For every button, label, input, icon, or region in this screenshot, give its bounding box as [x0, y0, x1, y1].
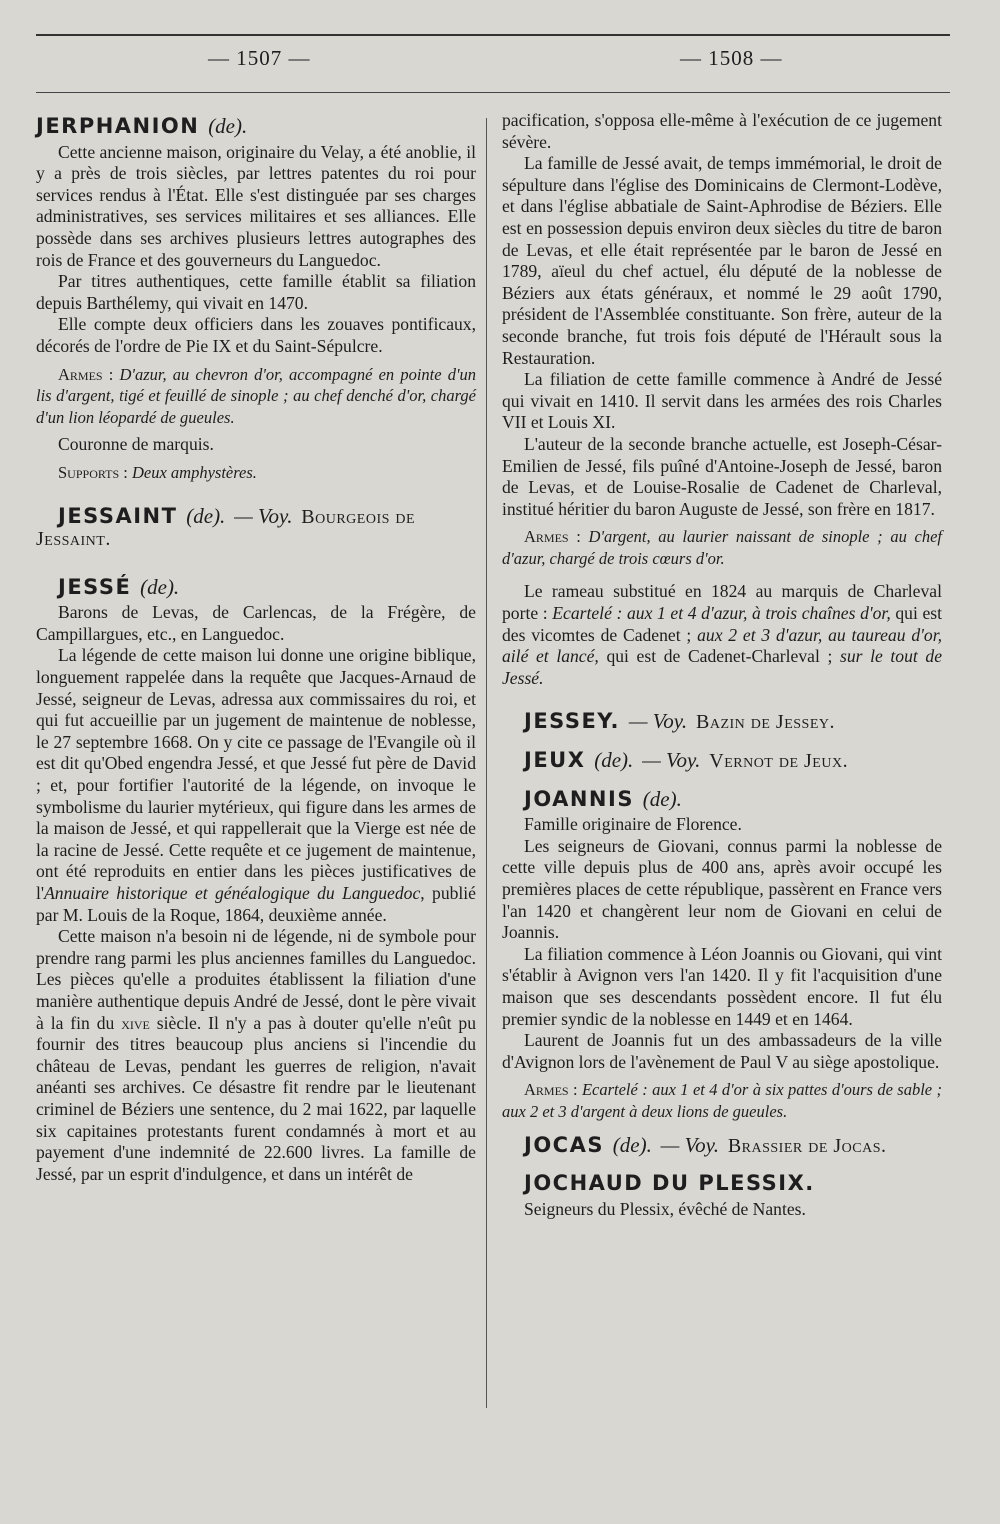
entry-heading-jeux: [502, 750, 942, 773]
particle: (de).: [642, 786, 682, 811]
text-run: qui est de Cadenet-Charleval ;: [598, 646, 840, 667]
arms-blazon: [36, 364, 476, 429]
paragraph: Par titres authentiques, cette famille établit sa filiation depuis Barthélemy, qui vivait en 1470.: [36, 271, 476, 313]
entry-name: JESSEY.: [524, 709, 621, 734]
arms-text: Ecartelé : aux 1 et 4 d'or à six pattes d'ours de sable ; aux 2 et 3 d'argent à deux lions de gueules.: [502, 1080, 942, 1121]
arms-label: Armes :: [524, 1080, 578, 1100]
arms-label: Armes :: [58, 364, 114, 384]
particle: (de).: [594, 748, 634, 773]
cross-reference: Vernot de Jeux.: [709, 750, 849, 773]
entry-heading-jessaint: [36, 503, 476, 551]
entry-name: JEUX: [524, 748, 586, 773]
cross-reference: Bourgeois de Jessaint.: [36, 505, 416, 551]
particle: (de).: [140, 574, 180, 599]
paragraph: La famille de Jessé avait, de temps immémorial, le droit de sépulture dans l'église des Dominicains de Clermont-Lodève, et dans l'église abbatiale de Saint-Aphrodise de Béziers. Elle est en possession depuis environ deux siècles du titre de baron de Levas, et elle était représentée par le baron de Jessé en 1789, aïeul du chef actuel, élu député de la noblesse de Béziers aux états généraux, et nommé le 29 août 1790, président de l'Assemblée constituante. Son frère, auteur de la seconde branche, fut trois fois député de l'Hérault sous la Restauration.: [502, 153, 942, 368]
paragraph: Barons de Levas, de Carlencas, de la Frégère, de Campillargues, etc., en Languedoc.: [36, 602, 476, 644]
particle: (de).: [186, 503, 226, 528]
paragraph: L'auteur de la seconde branche actuelle, est Joseph-César-Emilien de Jessé, fils puîné d'Antoine-Joseph de Jessé, baron de Levas, et de Louise-Rosalie de Cadenet de Charleval, institué héritier du baron Auguste de Jessé, son frère en 1817.: [502, 433, 942, 519]
see-also: — Voy.: [642, 748, 701, 773]
particle: (de).: [208, 114, 248, 138]
supports-label: Supports :: [58, 462, 128, 482]
entry-heading-jesse: [36, 574, 476, 599]
see-also: — Voy.: [628, 709, 688, 734]
entry-name: JOCHAUD DU PLESSIX.: [524, 1171, 815, 1196]
header-rule: [36, 92, 950, 93]
right-column: [502, 110, 942, 1220]
supports-text: Deux amphystères.: [131, 462, 257, 482]
text-run: qui est des vicomtes de Cadenet ;: [502, 603, 942, 645]
cross-reference: Brassier de Jocas.: [727, 1134, 887, 1157]
paragraph: Cette ancienne maison, originaire du Velay, a été anoblie, il y a près de trois siècles, par lettres patentes du roi pour services rendus à l'État. Elle s'est distinguée par ses charges administratives, ses services militaires et ses alliances. Elle possède dans ses archives plusieurs lettres autographes des rois de France et des gouverneurs du Languedoc.: [36, 141, 476, 270]
entry-name: JESSAINT: [58, 503, 178, 528]
supports-line: [36, 462, 476, 484]
entry-heading-jochaud: [502, 1173, 942, 1195]
column-divider: [486, 118, 487, 1408]
blazon-run: aux 2 et 3 d'azur, au taureau d'or, ailé et lancé,: [502, 624, 942, 667]
text-run: Le rameau substitué en 1824 au marquis de Charleval porte :: [502, 581, 942, 624]
paragraph: Elle compte deux officiers dans les zouaves pontificaux, décorés de l'ordre de Pie IX et du Saint-Sépulcre.: [36, 314, 476, 356]
book-title: Annuaire historique et généalogique du Languedoc: [44, 883, 421, 903]
entry-name: JOCAS: [524, 1132, 604, 1157]
paragraph: La filiation commence à Léon Joannis ou Giovani, qui vint s'établir à Avignon vers l'an 1420. Il y fit l'acquisition d'une maison que ses descendants possèdent encore. Il fut élu premier syndic de la noblesse en 1449 et en 1464.: [502, 943, 942, 1029]
crown-line: Couronne de marquis.: [58, 434, 214, 455]
paragraph: Famille originaire de Florence.: [524, 814, 742, 835]
entry-name: JESSÉ: [58, 574, 132, 599]
entry-heading-joannis: [502, 786, 942, 811]
arms-blazon: [502, 1079, 942, 1122]
page-number-right: — 1508 —: [680, 46, 783, 70]
paragraph: [36, 926, 476, 1185]
particle: (de).: [612, 1132, 652, 1157]
entry-heading-jessey: [502, 711, 942, 734]
text-run: , publié par M. Louis de la Roque, 1864, deuxième année.: [36, 883, 476, 925]
text-run: siècle. Il n'y a pas à douter qu'elle n'eût pu fournir des titres beaucoup plus anciens si l'incendie du château de Levas, pendant les guerres de religion, n'avait anéanti ses archives. Ce désastre fit rendre par le lieutenant criminel de Béziers une sentence, du 2 mai 1622, par laquelle six capitaines protestants furent condamnés à mort et au payement d'une indemnité de 22.600 livres. La famille de Jessé, par un esprit d'indulgence, et dans un intérêt de: [36, 1012, 476, 1184]
entry-heading-jerphanion: [36, 116, 476, 138]
paragraph: Les seigneurs de Giovani, connus parmi la noblesse de cette ville depuis plus de 400 ans, après avoir occupé les premières places de cette république, passèrent en France vers l'an 1420 et changèrent leur nom de Giovani en celui de Joannis.: [502, 835, 942, 943]
see-also: — Voy.: [234, 503, 293, 528]
paragraph: Seigneurs du Plessix, évêché de Nantes.: [524, 1198, 806, 1219]
paragraph: Laurent de Joannis fut un des ambassadeurs de la ville d'Avignon lors de l'avènement de Paul V au siège apostolique.: [502, 1030, 942, 1072]
page-number-left: — 1507 —: [208, 46, 311, 70]
see-also: — Voy.: [660, 1132, 719, 1157]
arms-label: Armes :: [524, 527, 581, 547]
paragraph: [502, 581, 942, 689]
entry-heading-jocas: [502, 1132, 942, 1158]
arms-text: D'argent, au laurier naissant de sinople ; au chef d'azur, chargé de trois cœurs d'or.: [502, 527, 942, 568]
text-run: La légende de cette maison lui donne une origine biblique, longuement rappelée dans la requête que Jacques-Arnaud de Jessé, seigneur de Levas, adressa aux commissaires du roi, et qui fut accueillie par un jugement de maintenue de noblesse, le 27 septembre 1668. On y cite ce passage de l'Evangile où il est dit qu'Obed engendra Jessé, et que Jessé fut père de David ; et, pour fortifier l'autorité de la légende, on invoque le symbolisme du laurier mytérieux, qui figure dans les armes de la maison de Jessé, et qui rappellerait que la Vierge est née de la racine de Jessé. Cette requête et ce jugement de maintenue, ont été reproduits en entier dans les pièces justificatives de l': [36, 645, 476, 903]
blazon-run: sur le tout de Jessé.: [502, 646, 943, 688]
arms-blazon: [502, 526, 942, 569]
cross-reference: Bazin de Jessey.: [696, 711, 836, 734]
century-numeral: xive: [121, 1012, 150, 1033]
paragraph: pacification, s'opposa elle-même à l'exécution de ce jugement sévère.: [502, 110, 942, 152]
text-run: Cette maison n'a besoin ni de légende, ni de symbole pour prendre rang parmi les plus anciennes familles du Languedoc. Les pièces qu'elle a produites établissent la filiation d'une manière authentique depuis André de Jessé, dont le père vivait à la fin du: [36, 926, 476, 1033]
paragraph: La filiation de cette famille commence à André de Jessé qui vivait en 1410. Il servit dans les armées des rois Charles VII et Louis XI.: [502, 369, 942, 433]
left-column: [36, 110, 476, 1185]
paragraph: [36, 645, 476, 926]
blazon-run: Ecartelé : aux 1 et 4 d'azur, à trois chaînes d'or,: [552, 603, 891, 624]
top-rule: [36, 34, 950, 36]
arms-text: D'azur, au chevron d'or, accompagné en pointe d'un lis d'argent, tigé et feuillé de sinople ; au chef denché d'or, chargé d'un lion léopardé de gueules.: [36, 364, 476, 427]
entry-name: JERPHANION: [36, 114, 200, 138]
entry-name: JOANNIS: [524, 786, 634, 811]
